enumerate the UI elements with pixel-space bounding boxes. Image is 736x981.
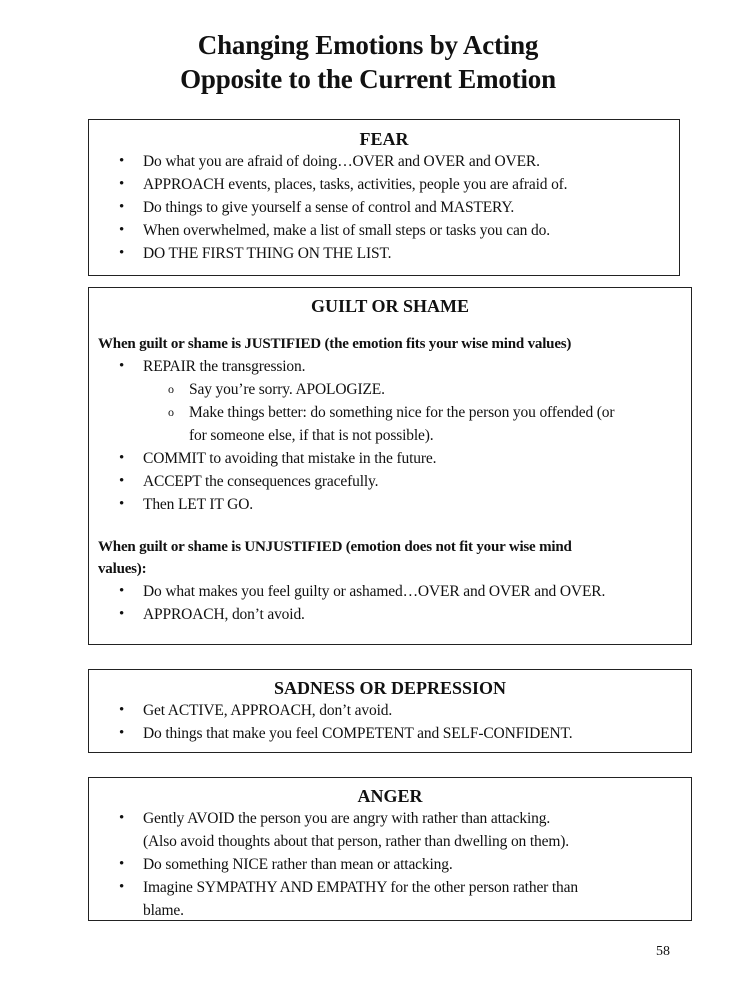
list-item: • Do things that make you feel COMPETENT and SELF-CONFIDENT.: [89, 722, 691, 745]
page-title: [0, 28, 736, 96]
sub-list-item: o Make things better: do something nice for the person you offended (or for someone else, if that is not possible).: [144, 401, 691, 447]
list-item: • Imagine SYMPATHY AND EMPATHY for the other person rather than blame.: [89, 876, 691, 922]
list-item: • Then LET IT GO.: [89, 493, 691, 516]
list-item: • When overwhelmed, make a list of small steps or tasks you can do.: [89, 219, 679, 242]
list-item: • Do what makes you feel guilty or ashamed…OVER and OVER and OVER.: [89, 580, 691, 603]
repair-text: • REPAIR the transgression.: [143, 358, 306, 375]
page-title-line-2: Opposite to the Current Emotion: [180, 64, 556, 94]
list-item: [89, 355, 691, 447]
list-item: • Do what you are afraid of doing…OVER and OVER and OVER.: [89, 150, 679, 173]
repair-sublist: [144, 378, 691, 447]
justified-list: [89, 355, 691, 516]
unjustified-heading: When guilt or shame is UNJUSTIFIED (emotion does not fit your wise mind values):: [98, 539, 572, 577]
list-item: • ACCEPT the consequences gracefully.: [89, 470, 691, 493]
list-item: • COMMIT to avoiding that mistake in the future.: [89, 447, 691, 470]
sub-list-item: o Say you’re sorry. APOLOGIZE.: [144, 378, 691, 401]
guilt-shame-box: [88, 287, 692, 645]
fear-box: [88, 119, 680, 276]
anger-list: [89, 807, 691, 922]
fear-list: [89, 150, 679, 265]
list-item: • DO THE FIRST THING ON THE LIST.: [89, 242, 679, 265]
list-item: • Get ACTIVE, APPROACH, don’t avoid.: [89, 699, 691, 722]
justified-heading: When guilt or shame is JUSTIFIED (the emotion fits your wise mind values): [98, 336, 572, 352]
list-item: • APPROACH events, places, tasks, activities, people you are afraid of.: [89, 173, 679, 196]
guilt-shame-heading: GUILT OR SHAME: [310, 296, 470, 316]
anger-box: [88, 777, 692, 921]
sadness-list: [89, 699, 691, 745]
list-item: • Gently AVOID the person you are angry with rather than attacking. (Also avoid thoughts about that person, rather than dwelling on them).: [89, 807, 691, 853]
fear-heading: FEAR: [359, 129, 409, 149]
sadness-heading: SADNESS OR DEPRESSION: [273, 678, 507, 698]
list-item: • APPROACH, don’t avoid.: [89, 603, 691, 626]
page-number: 58: [656, 944, 670, 959]
sadness-box: [88, 669, 692, 753]
list-item: • Do things to give yourself a sense of control and MASTERY.: [89, 196, 679, 219]
unjustified-list: [89, 580, 691, 626]
anger-heading: ANGER: [357, 786, 423, 806]
page-title-line-1: Changing Emotions by Acting: [197, 30, 539, 60]
list-item: • Do something NICE rather than mean or attacking.: [89, 853, 691, 876]
